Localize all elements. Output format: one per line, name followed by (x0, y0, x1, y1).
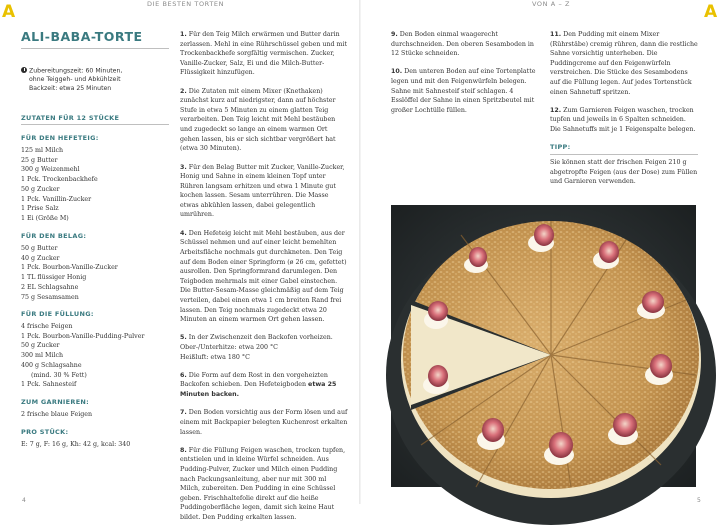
ingredient: 50 g Butter (21, 245, 58, 252)
ingredient: 1 Prise Salz (21, 205, 59, 213)
title-rule (21, 48, 169, 49)
ingredient: 50 g Zucker (21, 342, 60, 350)
step: 7. Den Boden vorsichtig aus der Form lösen und auf einem mit Backpapier belegten Kuchenrost erkalten lassen. (180, 409, 348, 436)
ingredient: (mind. 30 % Fett) (31, 371, 87, 379)
ingredient: 40 g Zucker (21, 254, 60, 262)
ingredient-list-dough (21, 146, 169, 224)
ingredient: 300 g Weizenmehl (21, 166, 80, 174)
ingredient: 1 Pck. Vanillin-Zucker (21, 195, 92, 203)
ingredient: 25 g Butter (21, 156, 58, 164)
step: 8. Für die Füllung Feigen waschen, trocken tupfen, entstielen und in kleine Würfel schneiden. Aus Pudding-Pulver, Zucker und Milch einen Pudding nach Packungsanleitung, aber nur mit 300 ml Milch, zubereiten. Den Pudding in eine Schüssel geben. Frischhaltefolie direkt auf die heiße Puddingoberfläche legen, damit sich keine Haut bildet. Den Pudding erkalten lassen. (180, 446, 346, 521)
ingredient: 1 TL flüssiger Honig (21, 274, 87, 282)
ingredient: 1 Pck. Sahnesteif (21, 381, 77, 389)
tip-heading: TIPP: (550, 143, 571, 152)
section-heading: FÜR DIE FÜLLUNG: (21, 310, 94, 318)
step: 1. Für den Teig Milch erwärmen und Butter darin zerlassen. Mehl in eine Rührschüssel geben und mit Trockenbackhefe sorgfältig vermischen. Zucker, Vanille-Zucker, Salz, Ei und die Milch-Butter-Flüssigkeit hinzufügen. (180, 31, 348, 77)
ingredient: 75 g Sesamsamen (21, 293, 79, 301)
step: 2. Die Zutaten mit einem Mixer (Knethaken) zunächst kurz auf niedrigster, dann auf höchster Stufe in etwa 5 Minuten zu einem glatten Teig verarbeiten. Den Teig leicht mit Mehl bestäuben und zugedeckt so lange an einem warmen Ort gehen lassen, bis er sich sichtbar vergrößert hat (etwa 30 Minuten). (180, 87, 336, 153)
ingredient-list-topping (21, 244, 169, 302)
nutrition-info (21, 440, 169, 450)
time-info (21, 67, 169, 93)
tip-rule (550, 154, 698, 155)
page-number-left: 4 (22, 497, 26, 504)
ingredient: 1 Pck. Bourbon-Vanille-Zucker (21, 264, 118, 272)
step: 6. Die Form auf dem Rost in den vorgeheizten Backofen schieben. Den Hefeteigboden etwa 25 Minuten backen. (180, 371, 337, 399)
ingredient-list-garnish (21, 410, 169, 420)
step: 11. Den Pudding mit einem Mixer (Rührstäbe) cremig rühren, dann die restliche Sahne vorsichtig unterheben. Die Puddingcreme auf den Feigenwürfeln verstreichen. Die Stücke des Sesambodens auf die Füllung legen. Auf jedes Tortenstück einen Sahnetuff spritzen. (550, 31, 698, 96)
section-heading: ZUM GARNIEREN: (21, 398, 90, 406)
ingredient: 50 g Zucker (21, 185, 60, 193)
steps-column-3 (550, 30, 698, 195)
section-heading: PRO STÜCK: (21, 428, 69, 436)
ingredient: 400 g Schlagsahne (21, 361, 82, 369)
steps-column-2 (391, 30, 541, 124)
cake-illustration (391, 205, 696, 487)
step: 5. In der Zwischenzeit den Backofen vorheizen. Ober-/Unterhitze: etwa 200 °C Heißluft: etwa 180 °C (180, 334, 333, 361)
running-head-left: DIE BESTEN TORTEN (147, 0, 225, 8)
cake-photo (391, 205, 696, 487)
page-number-right: 5 (697, 497, 701, 504)
ingredient: 1 Ei (Größe M) (21, 214, 69, 222)
ingredient: 1 Pck. Trockenbackhefe (21, 176, 98, 184)
steps-column-1 (180, 30, 348, 531)
ingredient: 300 ml Milch (21, 352, 64, 360)
step: 3. Für den Belag Butter mit Zucker, Vanille-Zucker, Honig und Sahne in einem kleinen Topf unter Rühren langsam erhitzen und etwa 1 Minute gut kochen lassen. Sesam unterrühren. Die Masse etwas abkühlen lassen, dabei gelegentlich umrühren. (180, 163, 345, 219)
section-heading: FÜR DEN BELAG: (21, 232, 87, 240)
tip-text: Sie können statt der frischen Feigen 210 g abgetropfte Feigen (aus der Dose) zum Füllen und Garnieren verwenden. (550, 158, 698, 186)
step: 12. Zum Garnieren Feigen waschen, trocken tupfen und jeweils in 6 Spalten schneiden. Die Sahnetuffs mit je 1 Feigenspalte belegen. (550, 106, 696, 134)
index-letter-right: A (704, 2, 718, 22)
servings-rule (21, 124, 169, 125)
running-head-right: VON A – Z (532, 0, 571, 8)
section-heading: FÜR DEN HEFETEIG: (21, 134, 99, 142)
book-gutter (359, 0, 361, 504)
ingredient-list-filling (21, 322, 169, 390)
servings-heading: ZUTATEN FÜR 12 STÜCKE (21, 114, 120, 122)
prep-time: Zubereitungszeit: 60 Minuten, (29, 67, 123, 75)
rest-time: ohne Teiggeh- und Abkühlzeit (29, 76, 121, 84)
nutrition-values: E: 7 g, F: 16 g, Kh: 42 g, kcal: 340 (21, 441, 131, 448)
step: 4. Den Hefeteig leicht mit Mehl bestäuben, aus der Schüssel nehmen und auf einer leicht bemehlten Arbeitsfläche nochmals gut durchkneten. Den Teig auf dem Boden einer Springform (ø 26 cm, gefettet) ausrollen. Den Springformrand darumlegen. Den Teigboden mehrmals mit einer Gabel einstechen. Die Butter-Sesam-Masse gleichmäßig auf dem Teig verteilen, dabei einen etwa 1 cm breiten Rand frei lassen. Den Teig nochmals zugedeckt etwa 20 Minuten an einem warmen Ort gehen lassen. (180, 229, 347, 324)
ingredient: 125 ml Milch (21, 147, 64, 154)
clock-icon (21, 67, 27, 73)
step: 9. Den Boden einmal waagerecht durchschneiden. Den oberen Sesamboden in 12 Stücke schneiden. (391, 31, 534, 58)
ingredient: 4 frische Feigen (21, 323, 73, 330)
ingredient: 1 Pck. Bourbon-Vanille-Pudding-Pulver (21, 332, 145, 340)
recipe-title: ALI-BABA-TORTE (21, 29, 143, 44)
bake-time: Backzeit: etwa 25 Minuten (29, 84, 112, 92)
ingredient: 2 frische blaue Feigen (21, 411, 93, 418)
index-letter-left: A (2, 2, 16, 22)
ingredient: 2 EL Schlagsahne (21, 283, 79, 291)
step: 10. Den unteren Boden auf eine Tortenplatte legen und mit den Feigenwürfeln belegen. Sahne mit Sahnesteif steif schlagen. 4 Esslöffel der Sahne in einen Spritzbeutel mit großer Lochtülle füllen. (391, 68, 536, 114)
